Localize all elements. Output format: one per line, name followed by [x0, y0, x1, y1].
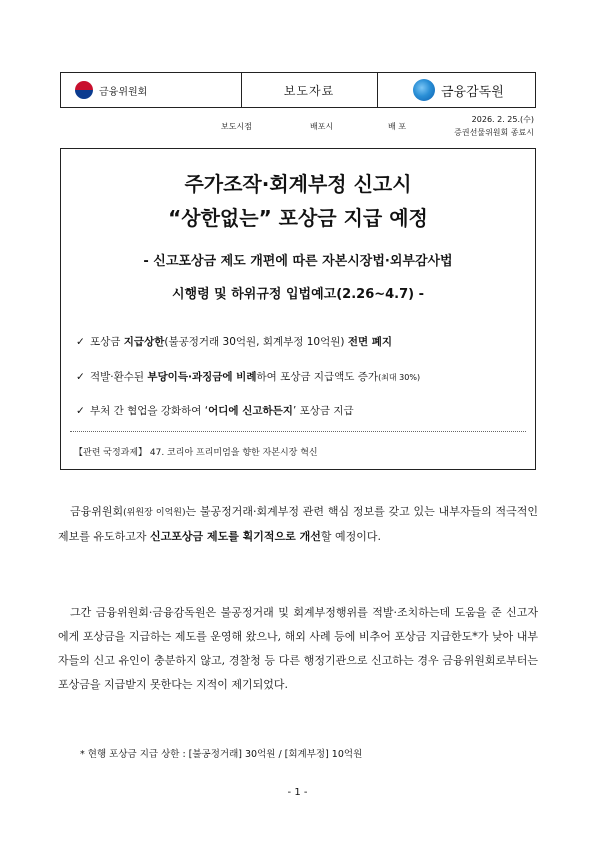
dotted-divider	[70, 431, 526, 432]
related-policy-task: 【관련 국정과제】 47. 코리아 프리미엄을 향한 자본시장 혁신	[74, 448, 318, 458]
bullet-emphasis: 부당이득·과징금에 비례	[147, 371, 257, 383]
bullet-emphasis: 지급상한	[123, 336, 165, 348]
bullet-text: 부처 간 협업을 강화하여 ‘	[90, 405, 209, 417]
fsc-name: 금융위원회	[99, 87, 148, 98]
footnote: * 현행 포상금 지급 상한 : [불공정거래] 30억원 / [회계부정] 10억원	[80, 749, 363, 760]
fsc-logo-icon	[75, 81, 93, 99]
release-time-label: 보도시점	[221, 122, 252, 131]
body-text: 금융위원회	[70, 505, 124, 518]
headline-title-line1: 주가조작·회계부정 신고시	[184, 172, 412, 196]
press-release-header	[60, 72, 536, 108]
check-icon: ✓	[76, 405, 85, 417]
fss-name: 금융감독원	[441, 85, 504, 100]
distribution-label: 배포시	[310, 122, 334, 131]
headline-subtitle-line1: - 신고포상금 제도 개편에 따른 자본시장법·외부감사법	[143, 254, 453, 269]
bullet-text: (불공정거래 30억원, 회계부정 10억원)	[164, 336, 348, 348]
bullet-text: ’ 포상금 지급	[292, 405, 354, 417]
doc-type-title: 보도자료	[283, 84, 335, 98]
distribution-label-2: 배 포	[388, 122, 406, 131]
body-paragraph-2: 그간 금융위원회·금융감독원은 불공정거래 및 회계부정행위를 적발·조치하는데 도움을 준 신고자에게 포상금을 지급하는 제도를 운영해 왔으나, 해외 사례 등에 비추어 포상금 지급한도*가 낮아 내부자들의 신고 유인이 충분하지 않고, 경찰청 등 다른 행정기관으로 신고하는 경우 금융위원회로부터는 포상금을 지급받지 못한다는 지적이 제기되었다.	[58, 606, 538, 691]
check-icon: ✓	[76, 371, 85, 383]
headline-subtitle-line2: 시행령 및 하위규정 입법예고(2.26~4.7) -	[171, 287, 425, 302]
fss-logo-icon	[413, 79, 435, 101]
bullet-text: 하여 포상금 지급액도 증가	[256, 371, 379, 383]
header-divider	[377, 73, 378, 107]
headline-title-line2: “상한없는” 포상금 지급 예정	[168, 206, 428, 230]
summary-bullet	[76, 334, 392, 349]
bullet-emphasis: 어디에 신고하든지	[208, 405, 293, 417]
release-date: 2026. 2. 25.(수)	[471, 115, 534, 124]
body-paragraph-1	[58, 500, 538, 549]
body-text: 할 예정이다.	[320, 530, 382, 543]
summary-bullet	[76, 369, 420, 384]
body-emphasis: 신고포상금 제도를 획기적으로 개선	[150, 530, 321, 543]
page-number: - 1 -	[287, 787, 308, 798]
check-icon: ✓	[76, 336, 85, 348]
bullet-text: 적발·환수된	[90, 371, 148, 383]
bullet-text: 포상금	[90, 336, 124, 348]
summary-bullet	[76, 403, 354, 418]
bullet-note: (최대 30%)	[378, 373, 421, 382]
bullet-emphasis: 전면 폐지	[347, 336, 393, 348]
body-text-small: (위원장 이억원)	[123, 508, 186, 518]
body-text: 는 불공정거래·회계부정 관련 핵심 정보를 갖고 있는 내부자들의 적극적인 제보를 유도하고자	[58, 505, 538, 543]
release-condition: 증권선물위원회 종료시	[454, 128, 534, 137]
